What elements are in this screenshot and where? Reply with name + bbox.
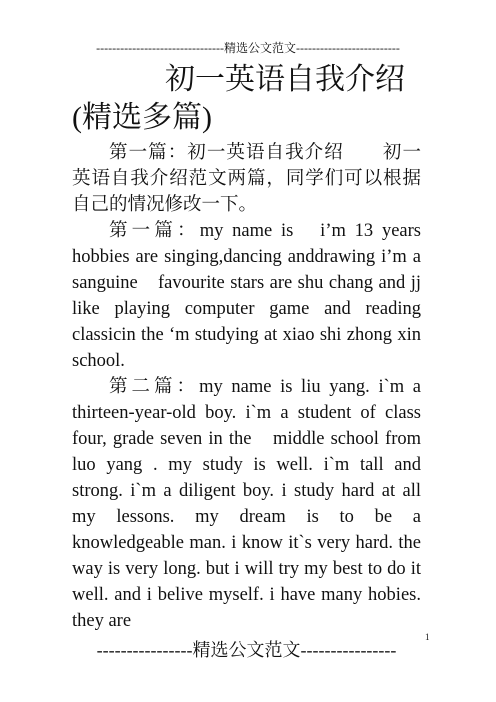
paragraph-essay-one: 第一篇：my name is i’m 13 years hobbies are singing,dancing anddrawing i’m a sanguine favourite stars are shu chang and jj like playing computer game and reading classicin the ‘m studying at xiao shi zhong xin school. [72, 221, 440, 371]
page-header: --------------------------------精选公文范文-------------------------- [96, 41, 400, 55]
paragraph-intro: 第一篇：初一英语自我介绍 初一英语自我介绍范文两篇，同学们可以根据自己的情况修改一下。 [72, 143, 421, 215]
document-title: 初一英语自我介绍 [165, 63, 405, 96]
page-number: 1 [425, 632, 430, 642]
document-subtitle: (精选多篇) [72, 101, 212, 134]
paragraph-essay-two: 第二篇：my name is liu yang. i`m a thirteen-year-old boy. i`m a student of class four, grade seven in the middle school from luo yang . my study is well. i`m tall and strong. i`m a diligent boy. i study hard at all my lessons. my dream is to be a knowledgeable man. i know it`s very hard. the way is very long. but i will try my best to do it well. and i belive myself. i have many hobies. they are [72, 377, 421, 631]
page-footer: ----------------精选公文范文---------------- [96, 640, 397, 660]
document-body [72, 140, 440, 634]
